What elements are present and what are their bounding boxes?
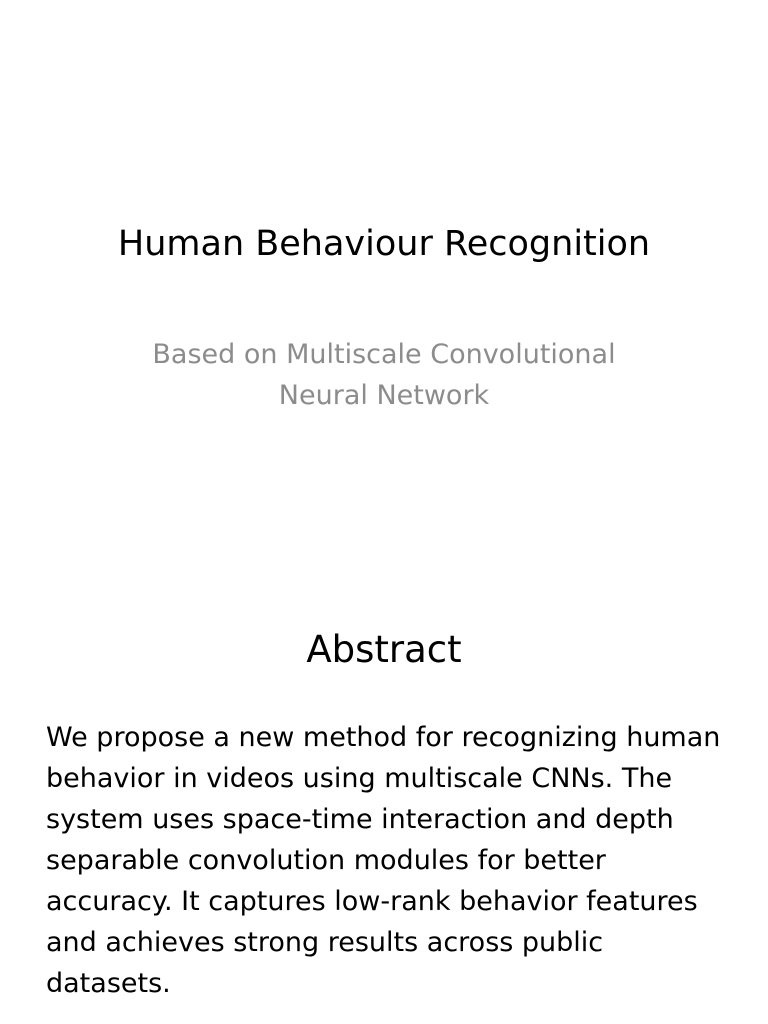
- slide-title: Human Behaviour Recognition: [117, 224, 651, 264]
- abstract-heading: Abstract: [306, 628, 462, 671]
- abstract-body: We propose a new method for recognizing human behavior in videos using multiscale CNNs. The system uses space-time interaction and depth separable convolution modules for better accuracy. It captures low-rank behavior features and achieves strong results across public datasets.: [46, 722, 721, 999]
- slide-subtitle: Based on Multiscale Convolutional Neural Network: [152, 339, 616, 411]
